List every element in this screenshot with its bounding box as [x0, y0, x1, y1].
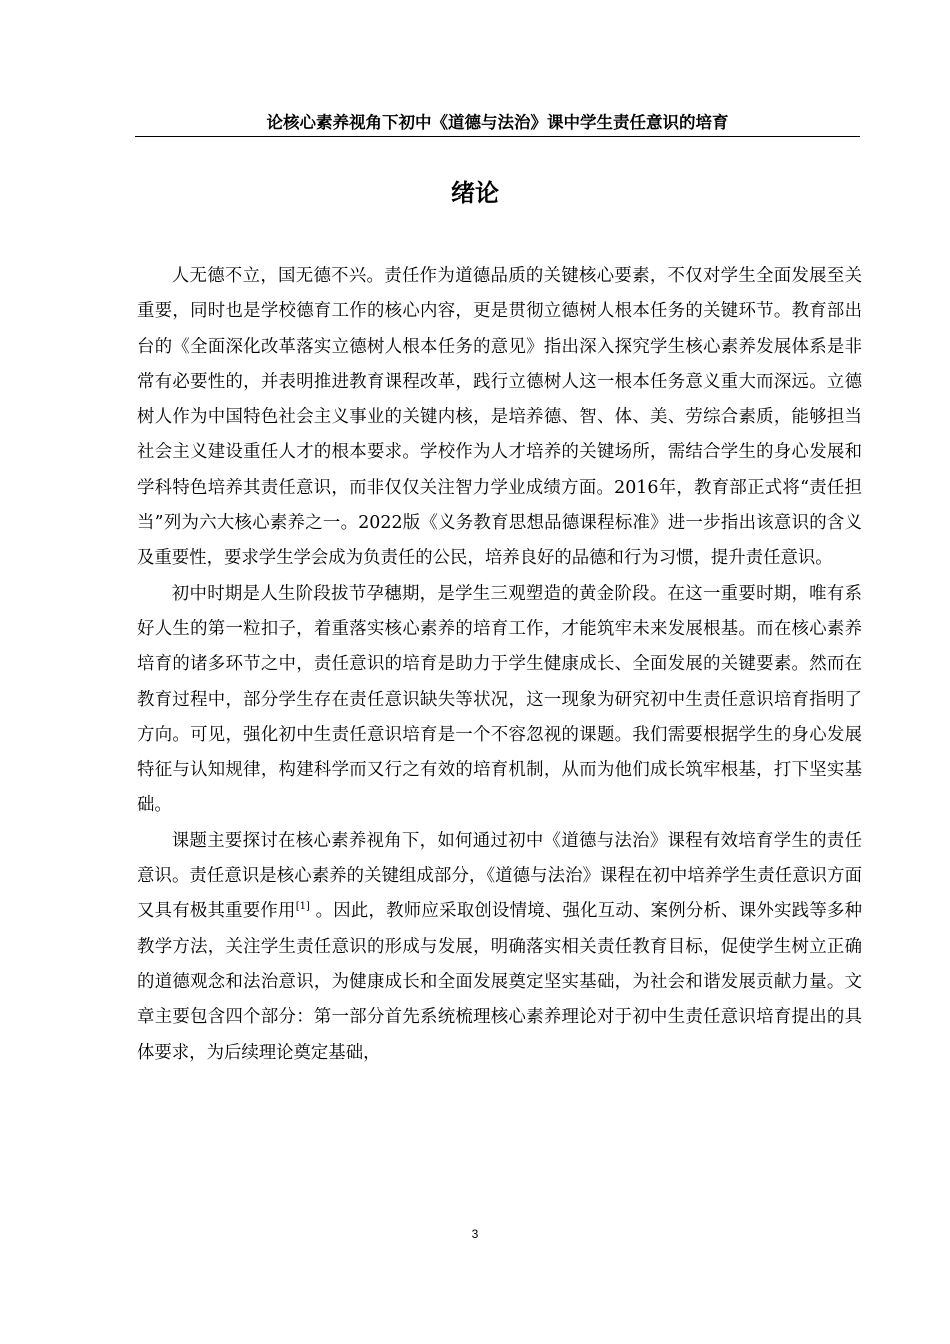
chapter-title: 绪论 — [451, 179, 499, 207]
paragraph-3 — [137, 824, 862, 1071]
paragraph-3-text-after-citation: 。因此，教师应采取创设情境、强化互动、案例分析、课外实践等多种教学方法，关注学生责任意识的形成与发展，明确落实相关责任教育目标，促使学生树立正确的道德观念和法治意识，为健康成长和全面发展奠定坚实基础，为社会和谐发展贡献力量。文章主要包含四个部分：第一部分首先系统梳理核心素养理论对于初中生责任意识培育提出的具体要求，为后续理论奠定基础， — [137, 901, 862, 1063]
citation-reference: [1] — [295, 901, 310, 913]
page-number: 3 — [471, 1227, 479, 1241]
paragraph-1: 人无德不立，国无德不兴。责任作为道德品质的关键核心要素，不仅对学生全面发展至关重要，同时也是学校德育工作的核心内容，更是贯彻立德树人根本任务的关键环节。教育部出台的《全面深化改革落实立德树人根本任务的意见》指出深入探究学生核心素养发展体系是非常有必要性的，并表明推进教育课程改革，践行立德树人这一根本任务意义重大而深远。立德树人作为中国特色社会主义事业的关键内核，是培养德、智、体、美、劳综合素质，能够担当社会主义建设重任人才的根本要求。学校作为人才培养的关键场所，需结合学生的身心发展和学科特色培养其责任意识，而非仅仅关注智力学业成绩方面。2016年，教育部正式将“责任担当”列为六大核心素养之一。2022版《义务教育思想品德课程标准》进一步指出该意识的含义及重要性，要求学生学会成为负责任的公民，培养良好的品德和行为习惯，提升责任意识。 — [137, 266, 862, 569]
paragraph-2: 初中时期是人生阶段拔节孕穗期，是学生三观塑造的黄金阶段。在这一重要时期，唯有系好人生的第一粒扣子，着重落实核心素养的培育工作，才能筑牢未来发展根基。而在核心素养培育的诸多环节之中，责任意识的培育是助力于学生健康成长、全面发展的关键要素。然而在教育过程中，部分学生存在责任意识缺失等状况，这一现象为研究初中生责任意识培育指明了方向。可见，强化初中生责任意识培育是一个不容忽视的课题。我们需要根据学生的身心发展特征与认知规律，构建科学而又行之有效的培育机制，从而为他们成长筑牢根基，打下坚实基础。 — [137, 583, 862, 816]
running-header-title: 论核心素养视角下初中《道德与法治》课中学生责任意识的培育 — [135, 112, 860, 137]
body-text — [137, 259, 862, 1071]
paragraph-3-text-before-citation: 课题主要探讨在核心素养视角下，如何通过初中《道德与法治》课程有效培育学生的责任意识。责任意识是核心素养的关键组成部分，《道德与法治》课程在初中培养学生责任意识方面又具有极其重要作用 — [137, 830, 862, 922]
